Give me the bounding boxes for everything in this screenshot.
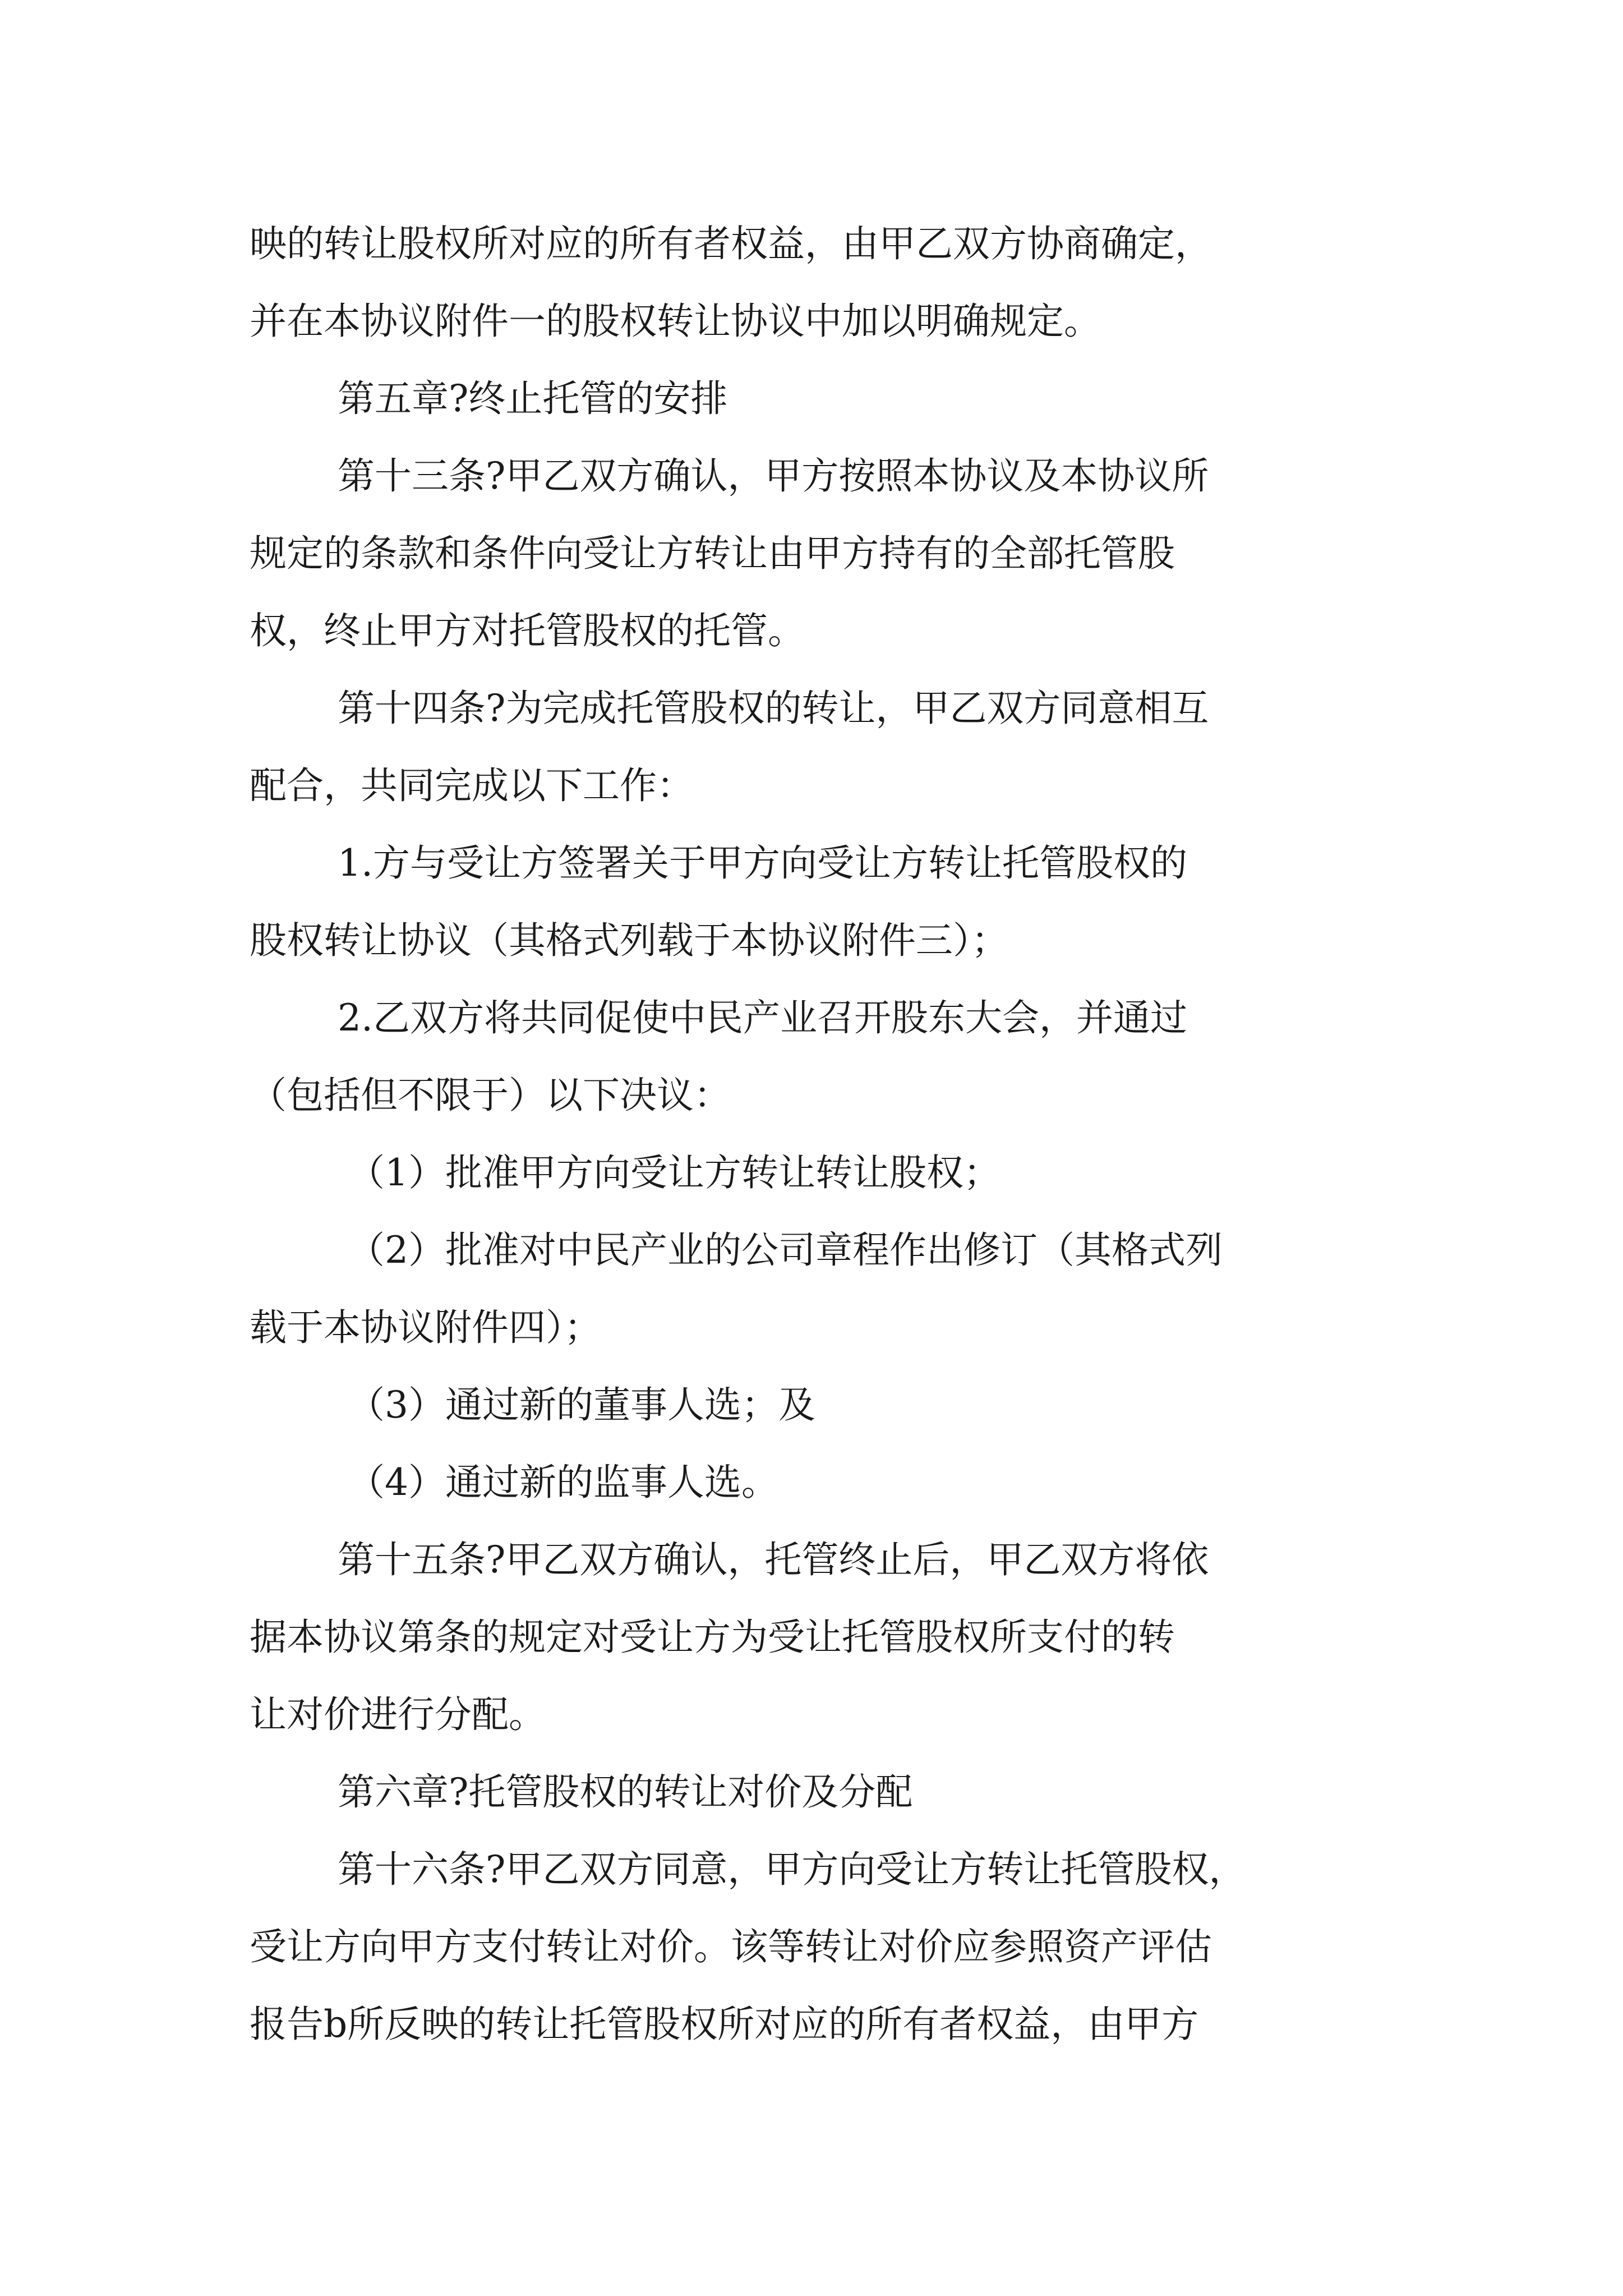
paragraph-line: 权，终止甲方对托管股权的托管。 xyxy=(250,609,805,652)
sub-item-line: （4）通过新的监事人选。 xyxy=(348,1461,778,1504)
sub-item-line: （1）批准甲方向受让方转让转让股权； xyxy=(348,1151,1000,1194)
paragraph-line: 载于本协议附件四）； xyxy=(250,1306,601,1349)
paragraph-line: 第十四条?为完成托管股权的转让，甲乙双方同意相互 xyxy=(338,687,1209,730)
paragraph-line: 报告b所反映的转让托管股权所对应的所有者权益，由甲方 xyxy=(250,2003,1199,2046)
chapter-heading: 第六章?托管股权的转让对价及分配 xyxy=(338,1770,913,1814)
paragraph-line: 受让方向甲方支付转让对价。该等转让对价应参照资产评估 xyxy=(250,1925,1212,1968)
paragraph-line: 映的转让股权所对应的所有者权益，由甲乙双方协商确定， xyxy=(250,222,1212,265)
paragraph-line: 第十六条?甲乙双方同意，甲方向受让方转让托管股权， xyxy=(338,1848,1246,1891)
paragraph-line: 股权转让协议（其格式列载于本协议附件三）； xyxy=(250,919,1008,962)
sub-item-line: （2）批准对中民产业的公司章程作出修订（其格式列 xyxy=(348,1228,1223,1272)
list-item-line: 2.乙双方将共同促使中民产业召开股东大会，并通过 xyxy=(338,996,1187,1039)
paragraph-line: 并在本协议附件一的股权转让协议中加以明确规定。 xyxy=(250,300,1101,343)
chapter-heading: 第五章?终止托管的安排 xyxy=(338,377,728,420)
paragraph-line: 第十三条?甲乙双方确认，甲方按照本协议及本协议所 xyxy=(338,454,1209,498)
paragraph-line: 配合，共同完成以下工作： xyxy=(250,764,694,807)
paragraph-line: 让对价进行分配。 xyxy=(250,1693,546,1736)
paragraph-line: 规定的条款和条件向受让方转让由甲方持有的全部托管股 xyxy=(250,532,1175,575)
sub-item-line: （3）通过新的董事人选；及 xyxy=(348,1383,815,1427)
paragraph-line: 第十五条?甲乙双方确认，托管终止后，甲乙双方将依 xyxy=(338,1538,1209,1581)
paragraph-line: （包括但不限于）以下决议： xyxy=(250,1074,731,1117)
list-item-line: 1.方与受让方签署关于甲方向受让方转让托管股权的 xyxy=(338,841,1187,885)
paragraph-line: 据本协议第条的规定对受让方为受让托管股权所支付的转 xyxy=(250,1616,1175,1659)
